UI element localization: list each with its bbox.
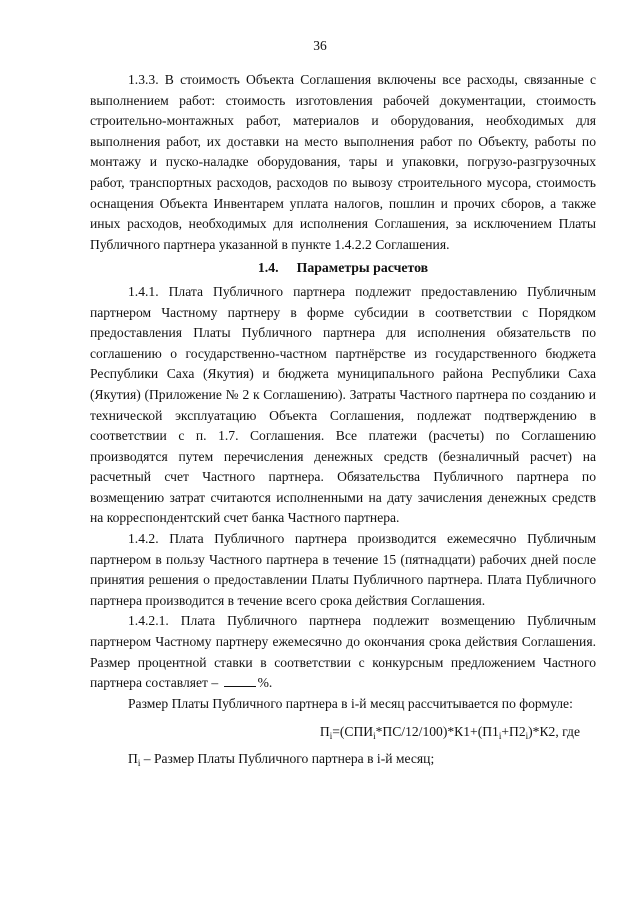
paragraph-1-3-3: 1.3.3. В стоимость Объекта Соглашения включены все расходы, связанные с выполнением работ: стоимость изготовления рабочей документации, стоимость строительно-монтажных работ, материалов и оборудования, необходимых для выполнения работ, их доставки на место выполнения работ по Объекту, работы по монтажу и пуско-наладке оборудования, тары и упаковки, погрузо-разгрузочных работ, транспортных расходов, расходов по вывозу строительного мусора, стоимость оснащения Объекта Инвентарем уплата налогов, пошлин и прочих сборов, а также иных расходов, необходимых для исполнения Соглашения, за исключением Платы Публичного партнера указанной в пункте 1.4.2.2 Соглашения.: [90, 72, 596, 252]
paragraph-1-4-2: 1.4.2. Плата Публичного партнера производится ежемесячно Публичным партнером в пользу Частного партнера в течение 15 (пятнадцати) рабочих дней после принятия решения о предоставлении Платы Публичного партнера. Плата Публичного партнера производится в течение всего срока действия Соглашения.: [90, 531, 596, 608]
document-body: [90, 70, 596, 770]
formula-spi-sub: i: [373, 731, 376, 742]
payment-formula: [90, 722, 596, 743]
formula-lhs: П: [319, 724, 330, 740]
paragraph-formula-intro: Размер Платы Публичного партнера в i-й месяц рассчитывается по формуле:: [128, 695, 573, 711]
def-symbol: П: [128, 751, 138, 766]
page-number: 36: [313, 38, 327, 53]
section-title: Параметры расчетов: [296, 260, 429, 276]
definition-pi: [90, 749, 596, 770]
formula-p1-sub: i: [498, 731, 502, 742]
formula-tail: )*К2, где: [528, 724, 580, 740]
formula-plus: +П2: [501, 724, 526, 740]
paragraph-1-4-2-1: [90, 611, 596, 693]
formula-open: =(СПИ: [332, 724, 374, 740]
paragraph-1-4-2-1-text: 1.4.2.1. Плата Публичного партнера подлежит возмещению Публичным партнером Частному партнеру ежемесячно до окончания срока действия Соглашения. Размер процентной ставки в соответствии с конкурсным предложением Частного партнера составляет –: [90, 613, 596, 691]
rate-percent: %.: [257, 675, 273, 691]
formula-lhs-sub: i: [329, 731, 333, 742]
paragraph-1-4-1: 1.4.1. Плата Публичного партнера подлежит предоставлению Публичным партнером Частному партнеру в форме субсидии в соответствии с Порядком предоставления Платы Публичного партнера для исполнения обязательств по соглашению о государственно-частном партнёрстве из государственного бюджета Республики Саха (Якутия) и бюджета муниципального района Республики Саха (Якутия) (Приложение № 2 к Соглашению). Затраты Частного партнера по созданию и технической эксплуатацию Объекта Соглашения, подлежат подтверждению в соответствии с п. 1.7. Соглашения. Все платежи (расчеты) по Соглашению производятся путем перечисления денежных средств (безналичный расчет) на расчетный счет Частного партнера. Обязательства Публичного партнера по возмещению затрат считаются исполненными на дату зачисления денежных средств на корреспондентский счет банка Частного партнера.: [90, 283, 596, 526]
section-number: 1.4.: [257, 260, 279, 276]
formula-mid: *ПС/12/100)*К1+(П1: [375, 724, 499, 740]
def-symbol-sub: i: [137, 758, 141, 768]
rate-blank: [224, 674, 256, 687]
section-heading-1-4: [90, 258, 596, 279]
formula-p2-sub: i: [525, 731, 529, 742]
def-text: – Размер Платы Публичного партнера в i-й месяц;: [140, 751, 435, 766]
